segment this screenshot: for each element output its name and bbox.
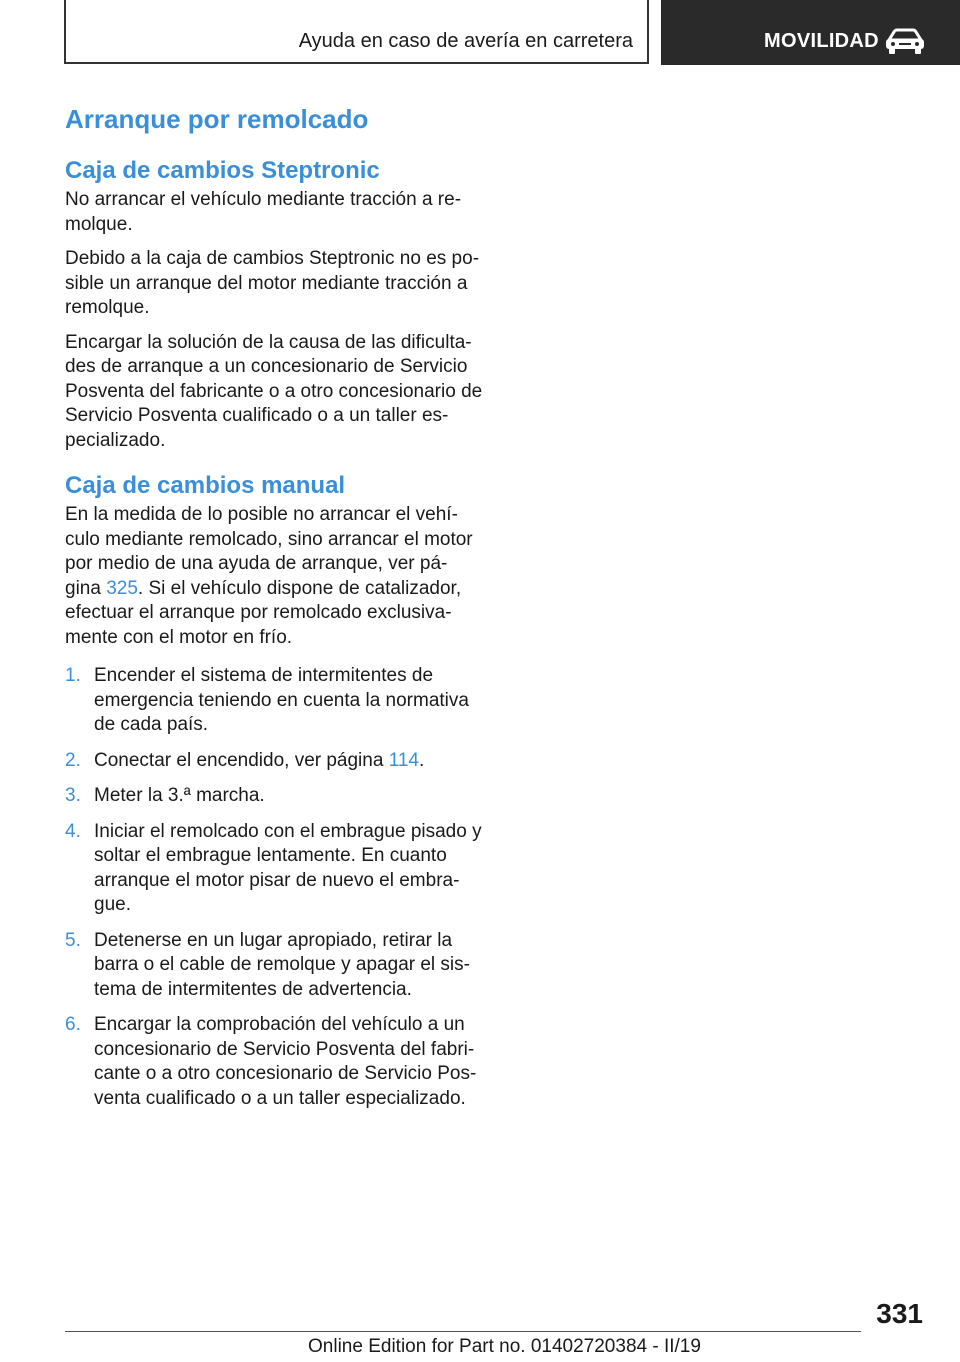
paragraph: No arrancar el vehículo mediante tracción a re-molque. xyxy=(65,189,462,235)
paragraph: Encargar la solución de la causa de las dificulta-des de arranque a un concesionario de Servicio Posventa del fabricante o a otro concesionario de Servicio Posventa cualificado o a un taller es-pecializado. xyxy=(65,331,483,451)
list-item xyxy=(65,820,483,918)
list-item xyxy=(65,664,483,738)
step-number: 5. xyxy=(65,929,81,951)
step-number: 3. xyxy=(65,785,81,806)
step-text: Encargar la comprobación del vehículo a un concesionario de Servicio Posventa del fabri-cante o a otro concesionario de Servicio Pos-venta cualificado o a un taller especializado. xyxy=(94,1014,477,1109)
page-link[interactable]: 114 xyxy=(388,749,419,771)
step-number: 6. xyxy=(65,1014,81,1035)
step-number: 1. xyxy=(65,665,81,686)
car-icon xyxy=(885,28,925,54)
header-section-box[interactable] xyxy=(661,0,960,65)
page-title: Arranque por remolcado xyxy=(65,104,369,134)
page-number: 331 xyxy=(876,1298,923,1329)
chapter-title: Ayuda en caso de avería en carretera xyxy=(298,30,633,52)
header-chapter-box xyxy=(64,0,649,64)
list-item xyxy=(65,749,483,774)
paragraph xyxy=(65,503,483,650)
paragraph-text: En la medida de lo posible no arrancar el vehí-culo mediante remolcado, sino arrancar el motor por medio de una ayuda de arranque, ver pá-gina xyxy=(65,504,473,599)
step-text: Detenerse en un lugar apropiado, retirar la barra o el cable de remolque y apagar el sis-tema de intermitentes de advertencia. xyxy=(94,929,470,1000)
steps-list xyxy=(65,664,483,1111)
step-text: Encender el sistema de intermitentes de emergencia teniendo en cuenta la normativa de cada país. xyxy=(94,665,469,735)
section-title: MOVILIDAD xyxy=(764,30,879,52)
footer-divider xyxy=(65,1331,861,1332)
step-text: . xyxy=(419,749,425,771)
step-number: 4. xyxy=(65,820,81,842)
section-heading-steptronic: Caja de cambios Steptronic xyxy=(65,157,380,184)
list-item xyxy=(65,784,483,809)
step-text: Conectar el encendido, ver página xyxy=(94,749,389,771)
footer-edition: Online Edition for Part no. 01402720384 - II/19 xyxy=(308,1336,701,1357)
paragraph-text: . Si el vehículo dispone de catalizador, efectuar el arranque por remolcado exclusiva-mente con el motor en frío. xyxy=(65,577,462,648)
list-item xyxy=(65,929,483,1003)
main-content xyxy=(65,100,483,1122)
section-heading-manual: Caja de cambios manual xyxy=(65,472,346,499)
paragraph: Debido a la caja de cambios Steptronic no es po-sible un arranque del motor mediante tracción a remolque. xyxy=(65,248,480,318)
step-text: Iniciar el remolcado con el embrague pisado y soltar el embrague lentamente. En cuanto arranque el motor pisar de nuevo el embra-gue. xyxy=(94,820,482,915)
list-item xyxy=(65,1013,483,1111)
step-text: Meter la 3.ª marcha. xyxy=(94,785,265,806)
page-link[interactable]: 325 xyxy=(106,577,138,599)
step-number: 2. xyxy=(65,749,81,771)
